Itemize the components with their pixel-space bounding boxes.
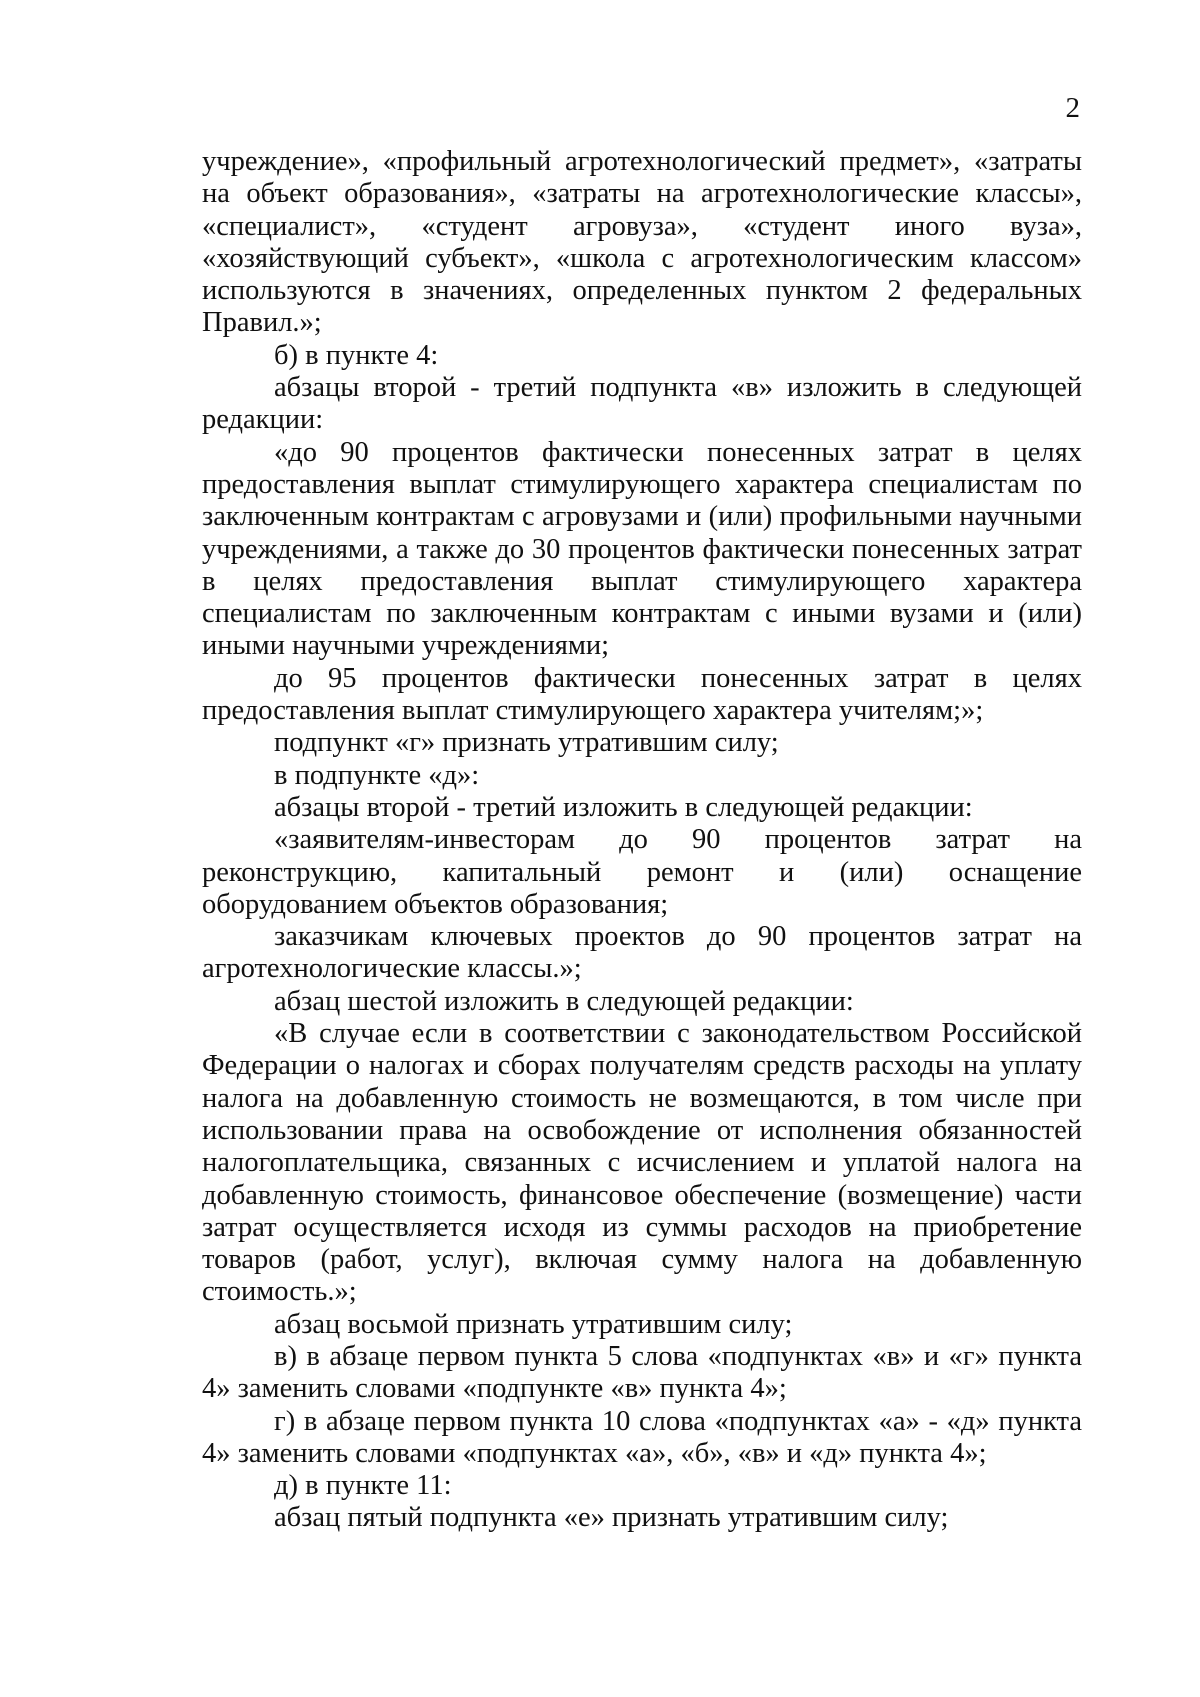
paragraph: заказчикам ключевых проектов до 90 процентов затрат на агротехнологические классы.»; <box>202 921 1082 985</box>
paragraph: в) в абзаце первом пункта 5 слова «подпунктах «в» и «г» пункта 4» заменить словами «подпункте «в» пункта 4»; <box>202 1340 1082 1405</box>
paragraph: абзацы второй - третий изложить в следующей редакции: <box>274 791 973 823</box>
paragraph: абзац пятый подпункта «е» признать утратившим силу; <box>274 1502 949 1534</box>
document-body <box>202 146 1082 1535</box>
paragraph: д) в пункте 11: <box>274 1470 452 1502</box>
paragraph: г) в абзаце первом пункта 10 слова «подпунктах «а» - «д» пункта 4» заменить словами «подпунктах «а», «б», «в» и «д» пункта 4»; <box>202 1405 1082 1469</box>
paragraph: в подпункте «д»: <box>274 759 480 791</box>
paragraph: б) в пункте 4: <box>274 339 439 371</box>
paragraph: «до 90 процентов фактически понесенных затрат в целях предоставления выплат стимулирующего характера специалистам по заключенным контрактам с агровузами и (или) профильными научными учреждениями, а также до 30 процентов фактически понесенных затрат в целях предоставления выплат стимулирующего характера специалистам по заключенным контрактам с иными вузами и (или) иными научными учреждениями; <box>202 436 1082 662</box>
paragraph: «В случае если в соответствии с законодательством Российской Федерации о налогах и сборах получателям средств расходы на уплату налога на добавленную стоимость не возмещаются, в том числе при использовании права на освобождение от исполнения обязанностей налогоплательщика, связанных с исчислением и уплатой налога на добавленную стоимость, финансовое обеспечение (возмещение) части затрат осуществляется исходя из суммы расходов на приобретение товаров (работ, услуг), включая сумму налога на добавленную стоимость.»; <box>202 1018 1082 1308</box>
paragraph: до 95 процентов фактически понесенных затрат в целях предоставления выплат стимулирующего характера учителям;»; <box>202 662 1082 727</box>
paragraph: подпункт «г» признать утратившим силу; <box>274 727 779 759</box>
paragraph: «заявителям-инвесторам до 90 процентов затрат на реконструкцию, капитальный ремонт и (или) оснащение оборудованием объектов образования; <box>202 824 1082 920</box>
paragraph: абзацы второй - третий подпункта «в» изложить в следующей редакции: <box>202 372 1082 436</box>
paragraph: учреждение», «профильный агротехнологический предмет», «затраты на объект образования», «затраты на агротехнологические классы», «специалист», «студент агровуза», «студент иного вуза», «хозяйствующий субъект», «школа с агротехнологическим классом» используются в значениях, определенных пунктом 2 федеральных Правил.»; <box>202 146 1082 339</box>
paragraph: абзац шестой изложить в следующей редакции: <box>274 985 854 1017</box>
paragraph: абзац восьмой признать утратившим силу; <box>274 1308 793 1340</box>
page-number: 2 <box>1065 92 1080 124</box>
